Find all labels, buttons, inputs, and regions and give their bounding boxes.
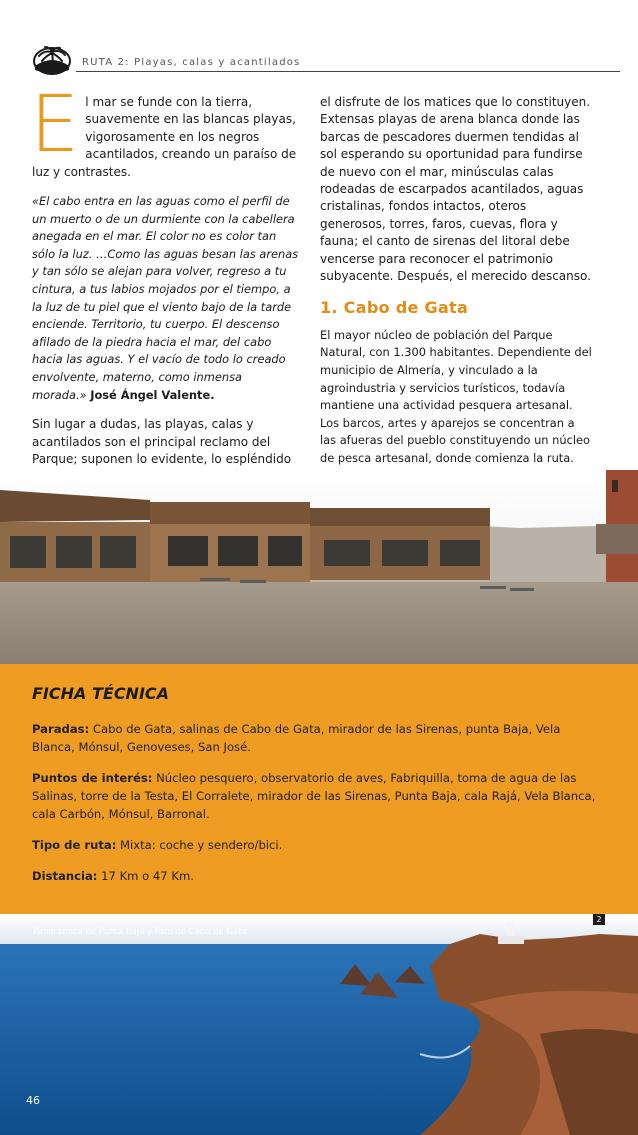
header-rule [76,71,620,72]
ficha-tecnica-box [0,664,638,914]
section-title: 1. Cabo de Gata [320,298,469,318]
tipo-label: Tipo de ruta: [32,838,117,852]
intro-text: l mar se funde con la tierra, suavemente en las blancas playas, vigorosamente en los negros acantilados, creando un paraíso de luz y contrastes. [32,95,297,179]
distancia-value: 17 Km o 47 Km. [101,869,194,883]
quote-author: José Ángel Valente. [90,387,215,402]
right-paragraph: el disfrute de los matices que lo constituyen. Extensas playas de arena blanca donde las barcas de pescadores duermen tendidas al sol esperando su oportunidad para fundirse de nuevo con el mar, minúsculas calas rodeadas de escarpados acantilados, aguas cristalinas, fondos intactos, oteros generosos, torres, faros, cuevas, flora y fauna; el canto de sirenas del litoral debe vencerse para reconocer el patrimonio subyacente. Después, el merecido descanso. [320,95,591,284]
ficha-paradas [32,720,602,756]
beach-restaurant-illustration [0,470,638,664]
page-number: 46 [26,1094,40,1107]
ficha-distancia [32,867,602,885]
ficha-body [32,720,602,898]
figure-number: 2 [593,914,605,925]
section-text: El mayor núcleo de población del Parque Natural, con 1.300 habitantes. Dependiente del municipio de Almería, y vinculado a la agroindustria y servicios turísticos, todavía mantiene una actividad pesquera artesanal. Los barcos, artes y aparejos se concentran a las afueras del pueblo constituyendo un núcleo de pesca artesanal, donde comienza la ruta. [320,327,592,466]
coast-panorama-illustration [0,914,638,1135]
puntos-value: Núcleo pesquero, observatorio de aves, Fabriquilla, toma de agua de las Salinas, torre de la Testa, El Corralete, mirador de las Sirenas, Punta Baja, cala Rajá, Vela Blanca, cala Carbón, Mónsul, Barronal. [32,771,596,821]
right-column [320,94,592,468]
ficha-puntos [32,769,602,823]
quote-text: «El cabo entra en las aguas como el perfil de un muerto o de un durmiente con la cabellera anegada en el mar. El color no es color tan sólo la luz. …Como las aguas besan las arenas y tan sólo se alejan para volver, regreso a tu cintura, a tus labios mojados por el tiempo, a la luz de tu piel que el viento bajo de la tarde enciende. Territorio, tu cuerpo. El descenso afilado de la piedra hacia el mar, del cabo hacia las aguas. Y el vacío de todo lo creado envolvente, materno, como inmensa morada.» [32,194,299,402]
quote [32,193,300,404]
route-header [30,44,620,74]
beach-restaurant-photo [0,470,638,664]
ficha-title: FICHA TÉCNICA [32,684,170,703]
distancia-label: Distancia: [32,869,98,883]
palm-logo-icon [32,44,72,76]
left-column [30,80,300,521]
photo-caption: Panorámica de Punta Baja y Faro de Cabo de Gata [33,927,247,937]
puntos-label: Puntos de interés: [32,771,153,785]
paradas-label: Paradas: [32,722,90,736]
paradas-value: Cabo de Gata, salinas de Cabo de Gata, mirador de las Sirenas, punta Baja, Vela Blanca, Mónsul, Genoveses, San José. [32,722,561,754]
drop-cap: E [30,80,80,170]
coast-panorama-photo [0,914,638,1135]
ficha-tipo [32,836,602,854]
tipo-value: Mixta: coche y sendero/bici. [120,838,283,852]
left-paragraph: Sin lugar a dudas, las playas, calas y acantilados son el principal reclamo del Parque; suponen lo evidente, lo espléndido [32,417,292,466]
route-title: RUTA 2: Playas, calas y acantilados [82,57,301,68]
